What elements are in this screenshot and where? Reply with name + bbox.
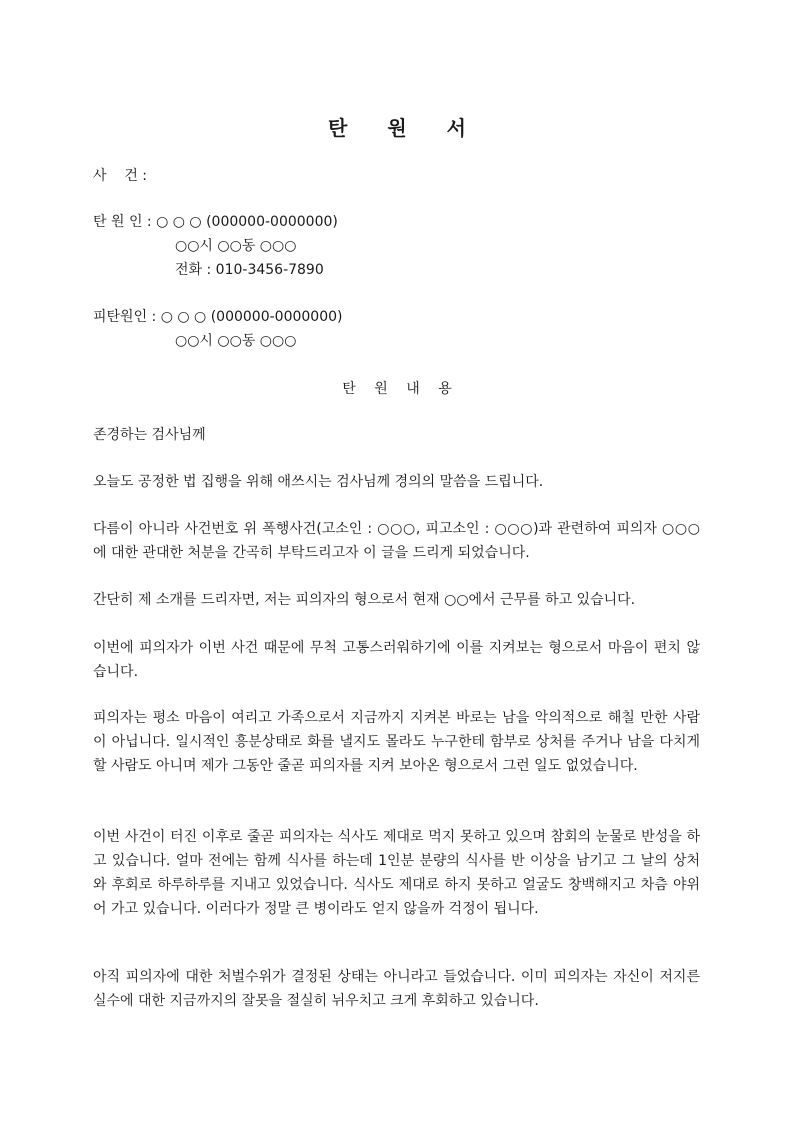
section-title: 탄 원 내 용 bbox=[342, 381, 452, 397]
paragraph: 피의자는 평소 마음이 여리고 가족으로서 지금까지 지켜본 바로는 남을 악의적으로 해칠 만한 사람이 아닙니다. 일시적인 흥분상태로 화를 낼지도 몰라도 누구한테 함부로 상처를 주거나 남을 다치게 할 사람도 아니며 제가 그동안 줄곧 피의자를 지켜 보아온 형으로서 그런 일도 없었습니다. bbox=[93, 710, 700, 774]
title-char: 탄 bbox=[328, 116, 348, 140]
document-title bbox=[0, 112, 794, 141]
subject-address: ○○시 ○○동 ○○○ bbox=[175, 333, 297, 349]
subject-line: 피탄원인 : ○ ○ ○ (000000-0000000) bbox=[93, 309, 343, 325]
paragraph: 이번 사건이 터진 이후로 줄곧 피의자는 식사도 제대로 먹지 못하고 있으며 참회의 눈물로 반성을 하고 있습니다. 얼마 전에는 함께 식사를 하는데 1인분 분량의 식사를 반 이상을 남기고 그 날의 상처와 후회로 하루하루를 지내고 있었습니다. 식사도 제대로 하지 못하고 얼굴도 창백해지고 차츰 야위어 가고 있습니다. 이러다가 정말 큰 병이라도 얻지 않을까 걱정이 됩니다. bbox=[93, 829, 700, 917]
case-line: 사 건 : bbox=[93, 168, 148, 184]
petitioner-phone: 전화 : 010-3456-7890 bbox=[175, 262, 324, 278]
paragraph: 간단히 제 소개를 드리자면, 저는 피의자의 형으로서 현재 ○○에서 근무를 하고 있습니다. bbox=[93, 592, 636, 608]
petitioner-address: ○○시 ○○동 ○○○ bbox=[175, 238, 297, 254]
paragraph: 오늘도 공정한 법 집행을 위해 애쓰시는 검사님께 경의의 말씀을 드립니다. bbox=[93, 474, 544, 490]
title-char: 서 bbox=[446, 116, 466, 140]
greeting: 존경하는 검사님께 bbox=[93, 427, 206, 443]
title-char: 원 bbox=[387, 116, 407, 140]
paragraph: 아직 피의자에 대한 처벌수위가 결정된 상태는 아니라고 들었습니다. 이미 피의자는 자신이 저지른 실수에 대한 지금까지의 잘못을 절실히 뉘우치고 크게 후회하고 있습니다. bbox=[93, 969, 700, 1009]
paragraph: 이번에 피의자가 이번 사건 때문에 무척 고통스러워하기에 이를 지켜보는 형으로서 마음이 편치 않습니다. bbox=[93, 640, 700, 680]
petitioner-line: 탄 원 인 : ○ ○ ○ (000000-0000000) bbox=[93, 214, 338, 230]
paragraph: 다름이 아니라 사건번호 위 폭행사건(고소인 : ○○○, 피고소인 : ○○○)과 관련하여 피의자 ○○○에 대한 관대한 처분을 간곡히 부탁드리고자 이 글을 드리게 되었습니다. bbox=[93, 521, 700, 561]
